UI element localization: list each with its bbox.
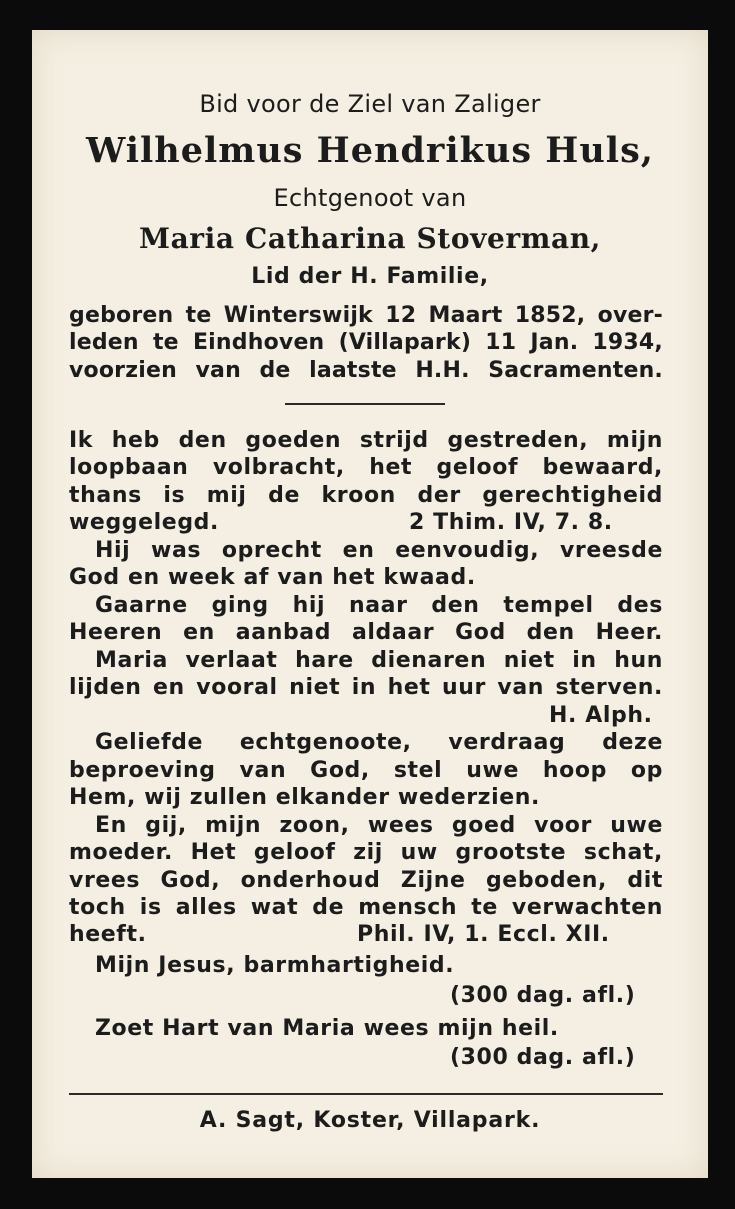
verse-line: Gaarne ging hij naar den tempel des [95,593,663,618]
verse-line: Ik heb den goeden strijd gestreden, mijn [69,428,663,453]
footer-divider [69,1093,663,1095]
verse-line: loopbaan volbracht, het geloof bewaard, [69,455,663,480]
membership-line: Lid der H. Familie, [251,264,489,289]
header-divider [285,403,445,405]
verse-line: Maria verlaat hare dienaren niet in hun [95,648,663,673]
indulgence-note: (300 dag. afl.) [450,983,636,1008]
prayer-line: Mijn Jesus, barmhartigheid. [95,953,455,978]
verse-line: Hem, wij zullen elkander wederzien. [69,785,540,810]
verse-line: beproeving van God, stel uwe hoop op [69,758,663,783]
deceased-name: Wilhelmus Hendrikus Huls, [86,130,654,171]
verse-line: En gij, mijn zoon, wees goed voor uwe [95,813,663,838]
relation-line: Echtgenoot van [273,184,467,212]
verse-line: toch is alles wat de mensch te verwachten [69,895,663,920]
scripture-reference: Phil. IV, 1. Eccl. XII. [357,922,610,947]
printer-line: A. Sagt, Koster, Villapark. [199,1108,541,1133]
verse-line: moeder. Het geloof zij uw grootste schat, [69,840,663,865]
verse-line: Hij was oprecht en eenvoudig, vreesde [95,538,663,563]
verse-line: Heeren en aanbad aldaar God den Heer. [69,620,663,645]
prayer-line: Zoet Hart van Maria wees mijn heil. [95,1016,559,1041]
scripture-reference: 2 Thim. IV, 7. 8. [409,510,613,535]
spouse-name: Maria Catharina Stoverman, [138,222,602,255]
life-line: voorzien van de laatste H.H. Sacramenten. [69,358,663,383]
verse-line: weggelegd. [69,510,219,535]
life-line: leden te Eindhoven (Villapark) 11 Jan. 1934, [69,330,663,355]
verse-line: God en week af van het kwaad. [69,565,476,590]
intro-line: Bid voor de Ziel van Zaliger [199,90,541,118]
scripture-reference: H. Alph. [549,703,653,728]
memorial-card [32,30,708,1178]
verse-line: lijden en vooral niet in het uur van sterven. [69,675,663,700]
indulgence-note: (300 dag. afl.) [450,1045,636,1070]
life-line: geboren te Winterswijk 12 Maart 1852, over- [69,303,663,328]
verse-line: heeft. [69,922,147,947]
verse-line: thans is mij de kroon der gerechtigheid [69,483,663,508]
verse-line: Geliefde echtgenoote, verdraag deze [95,730,663,755]
verse-line: vrees God, onderhoud Zijne geboden, dit [69,868,663,893]
